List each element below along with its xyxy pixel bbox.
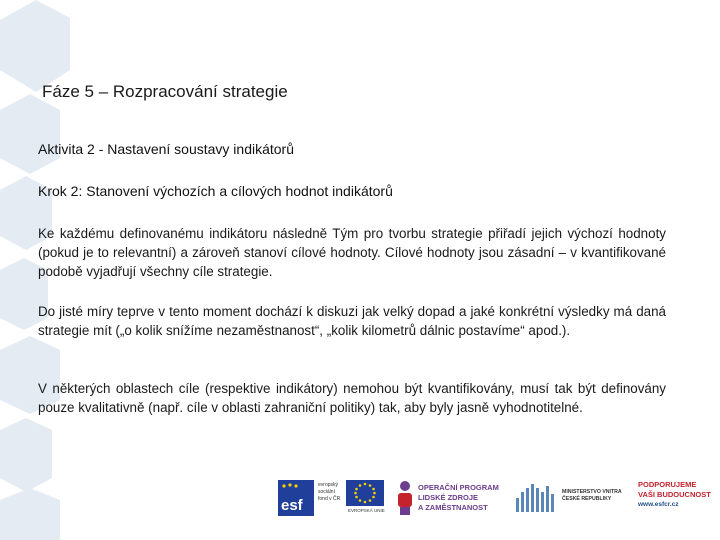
activity-heading: Aktivita 2 - Nastavení soustavy indikátorů [38, 141, 295, 157]
eu-caption: EVROPSKÁ UNIE [348, 508, 385, 513]
paragraph-1: Ke každému definovanému indikátoru následně Tým pro tvorbu strategie přiřadí jejich výchozí hodnoty (pokud je to relevantní) a zároveň stanoví cílové hodnoty. Cílové hodnoty jsou zásadní – v kvantifikované podobě vyjadřují všechny cíle strategie. [38, 226, 666, 279]
op-person-icon [395, 480, 415, 516]
paragraph-2: Do jisté míry teprve v tento moment dochází k diskuzi jak velký dopad a jaké konkrétní výsledky má daná strategie mít („o kolik snížíme nezaměstnanost“, „kolik kilometrů dálnic postavíme“ apod.). [38, 304, 666, 338]
esf-logo-text: esf [281, 497, 303, 514]
op-program-text: OPERAČNÍ PROGRAM LIDSKÉ ZDROJE A ZAMĚSTNANOST [418, 483, 499, 512]
step-heading: Krok 2: Stanovení výchozích a cílových hodnot indikátorů [38, 183, 393, 199]
ministry-text: MINISTERSTVO VNITRA ČESKÉ REPUBLIKY [562, 489, 622, 502]
paragraph-3: V některých oblastech cíle (respektive indikátory) nemohou být kvantifikovány, musí tak být definovány pouze kvalitativně (např. cíle v oblasti zahraniční politiky) tak, aby byly jasně vyhodnotitelné. [38, 381, 666, 415]
support-url: www.esfcr.cz [638, 501, 679, 508]
footer-logos [278, 476, 718, 526]
esf-caption: evropský sociální fond v ČR [318, 482, 341, 502]
eu-flag-icon [346, 480, 384, 506]
esf-logo-icon [278, 480, 314, 516]
support-slogan: PODPORUJEME VAŠI BUDOUCNOST www.esfcr.cz [638, 480, 711, 508]
slide-title: Fáze 5 – Rozpracování strategie [42, 82, 288, 101]
ministry-logo-icon [516, 480, 558, 516]
